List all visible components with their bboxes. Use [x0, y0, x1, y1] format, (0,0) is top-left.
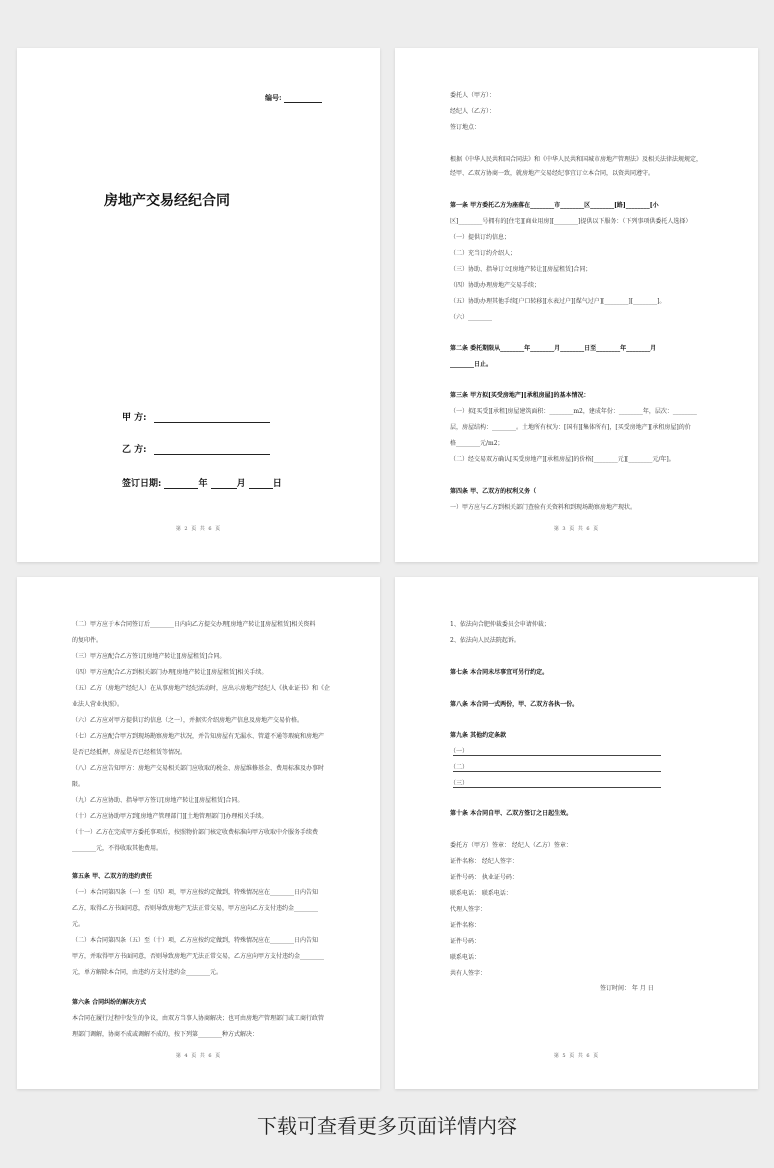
text-line: 共有人签字： — [450, 970, 487, 977]
document-page-3 — [17, 577, 380, 1089]
year-blank — [164, 479, 198, 489]
text-line: （七）乙方应配合甲方到现场勘察房地产状况，并告知房屋有无漏水、管道不通等瑕疵和房地产 — [72, 733, 325, 740]
text-line: 限。 — [72, 781, 85, 788]
text-line: （六）________ — [450, 314, 493, 321]
text-line: 1、依法向合肥仲裁委员会申请仲裁； — [450, 621, 550, 628]
page-footer: 第 5 页 共 6 页 — [553, 1053, 600, 1059]
clause-heading: 第六条 合同纠纷的解决方式 — [72, 999, 147, 1006]
download-caption: 下载可查看更多页面详情内容 — [257, 1114, 517, 1138]
text-line: 元。 — [72, 921, 85, 928]
text-line: 经甲、乙双方协商一致，就房地产交易经纪事宜订立本合同，以资共同遵守。 — [450, 170, 655, 177]
text-line: （四）甲方应配合乙方到相关部门办理[房地产转让][房屋租赁]相关手续。 — [72, 669, 268, 676]
text-line: 签订地点： — [450, 124, 481, 131]
text-line: 甲方，并取得甲方书面同意，否则导致房地产无法正常交易，乙方应向甲方支付违约金________ — [72, 953, 325, 960]
day-blank — [249, 479, 273, 489]
text-line: 根据《中华人民共和国合同法》和《中华人民共和国城市房地产管理法》及相关法律法规规定， — [450, 156, 703, 163]
text-line: （三）协助、指导订立[房地产转让][房屋租赁]合同； — [450, 266, 592, 273]
document-page-2 — [395, 48, 758, 562]
sign-date-label: 签订日期: — [122, 479, 162, 489]
sign-time-line: 签订时间： 年 月 日 — [600, 985, 654, 992]
text-line: （十）乙方应协助甲方到[房地产管理部门][土地管理部门]办理相关手续。 — [72, 813, 268, 820]
document-page-4 — [395, 577, 758, 1089]
text-line: （九）乙方应协助、指导甲方签订[房地产转让][房屋租赁]合同。 — [72, 797, 244, 804]
blank-line — [453, 755, 661, 756]
month-blank — [211, 479, 237, 489]
clause-heading: 第三条 甲方拟[买受房地产][承租房屋]的基本情况： — [450, 392, 590, 399]
party-a-label: 甲 方: — [122, 413, 147, 423]
contract-number-field — [265, 93, 322, 103]
text-line: （三）甲方应配合乙方签订[房地产转让][房屋租赁]合同。 — [72, 653, 226, 660]
text-line: 区]________号拥有的[住宅][商业用房][________]提供以下服务：（下列事项供委托人选择） — [450, 218, 692, 225]
text-line: 元，单方解除本合同，由违约方支付违约金________元。 — [72, 969, 223, 976]
text-line: （三） — [450, 780, 469, 787]
text-line: （十一）乙方在完成甲方委托事项后，按照物价部门核定收费标准向甲方收取中介服务手续费 — [72, 829, 319, 836]
text-line: ________元，不得收取其他费用。 — [72, 845, 163, 852]
text-line: 2、依法向人民法院起诉。 — [450, 637, 520, 644]
text-line: 是否已经抵押，房屋是否已经租赁等情况。 — [72, 749, 187, 756]
page-footer: 第 4 页 共 6 页 — [175, 1053, 222, 1059]
text-line: 代理人签字： — [450, 906, 487, 913]
document-page-cover — [17, 48, 380, 562]
clause-heading: ________日止。 — [450, 361, 493, 368]
text-line: （一）拟[买受][承租]房屋建筑面积：________m2，建成年份：________年，层次：________ — [450, 408, 697, 415]
text-line: （四）协助办理房地产交易手续； — [450, 282, 541, 289]
contract-number-blank — [284, 95, 322, 103]
party-a-field — [122, 410, 270, 423]
year-label: 年 — [198, 479, 208, 489]
text-line: （二）本合同第四条（五）至（十）项，乙方应按约定做到，特殊情况应在________日内告知 — [72, 937, 319, 944]
text-line: （二）经交易双方确认[买受房地产][承租房屋]的价格[________元][________元/年]。 — [450, 456, 675, 463]
text-line: （五）协助办理其他手续[户口转移][水表过户][煤气过户][________][________]。 — [450, 298, 666, 305]
day-label: 日 — [272, 479, 282, 489]
text-line: （二） — [450, 764, 469, 771]
text-line: 证件名称： 经纪人签字： — [450, 858, 518, 865]
text-line: 业法人营业执照》。 — [72, 701, 124, 708]
page-footer: 第 2 页 共 6 页 — [175, 526, 222, 532]
blank-line — [453, 771, 661, 772]
document-title: 房地产交易经纪合同 — [104, 193, 230, 209]
clause-heading: 第九条 其他约定条款 — [450, 732, 507, 739]
clause-heading: 第八条 本合同一式两份，甲、乙双方各执一份。 — [450, 701, 579, 708]
clause-heading: 第五条 甲、乙双方的违约责任 — [72, 873, 153, 880]
text-line: 理部门调解，协商不成或调解不成的，按下列第________种方式解决： — [72, 1031, 259, 1038]
text-line: （五）乙方（房地产经纪人）在从事房地产经纪活动时，应出示房地产经纪人《执业证书》和《企 — [72, 685, 331, 692]
text-line: 乙方，取得乙方书面同意，否则导致房地产无法正常交易，甲方应向乙方支付违约金________ — [72, 905, 319, 912]
text-line: 联系电话： — [450, 954, 481, 961]
clause-heading: 第七条 本合同未尽事宜可另行约定。 — [450, 669, 549, 676]
month-label: 月 — [236, 479, 246, 489]
text-line: 的复印件。 — [72, 637, 103, 644]
text-line: 一）甲方应与乙方到相关部门查验有关资料和到现场勘察房地产现状。 — [450, 504, 637, 511]
clause-heading: 第二条 委托期限从________年________月________日至________年________月 — [450, 345, 657, 352]
text-line: （一）本合同第四条（一）至（四）项，甲方应按约定做到，特殊情况应在________日内告知 — [72, 889, 319, 896]
party-b-field — [122, 442, 270, 455]
party-b-blank — [154, 445, 270, 455]
text-line: 证件号码： — [450, 938, 481, 945]
party-b-label: 乙 方: — [122, 445, 147, 455]
text-line: 格________元/m2； — [450, 440, 504, 447]
text-line: 层，房屋结构：________。土地所有权为：[国有][集体所有]，[买受房地产][承租房屋]的价 — [450, 424, 691, 431]
blank-line — [453, 787, 661, 788]
text-line: 经纪人（乙方）： — [450, 108, 496, 115]
contract-number-label: 编号: — [265, 93, 282, 102]
clause-heading: 第一条 甲方委托乙方为座落在________市________区________[路]________[小 — [450, 202, 659, 209]
text-line: （八）乙方应告知甲方：房地产交易相关部门应收取的税金、房屋维修基金、费用标准及办事时 — [72, 765, 325, 772]
text-line: （一）提供订约信息； — [450, 234, 511, 241]
text-line: 联系电话： 联系电话： — [450, 890, 512, 897]
text-line: （二）充当订约介绍人； — [450, 250, 517, 257]
sign-date-field — [122, 476, 282, 489]
clause-heading: 第四条 甲、乙双方的权利义务（ — [450, 488, 537, 495]
text-line: （六）乙方应对甲方提供订约信息（之一），并据实介绍房地产信息及房地产交易价格。 — [72, 717, 304, 724]
text-line: （一） — [450, 748, 469, 755]
text-line: 证件号码： 执业证号码： — [450, 874, 518, 881]
text-line: 委托方（甲方）签章： 经纪人（乙方）签章： — [450, 842, 572, 849]
text-line: （二）甲方应于本合同签订后________日内向乙方提交办理[房地产转让][房屋租赁]相关资料 — [72, 621, 316, 628]
text-line: 本合同在履行过程中发生的争议，由双方当事人协商解决；也可由房地产管理部门或工商行政管 — [72, 1015, 325, 1022]
text-line: 委托人（甲方）： — [450, 92, 496, 99]
party-a-blank — [154, 413, 270, 423]
page-footer: 第 3 页 共 6 页 — [553, 526, 600, 532]
text-line: 证件名称： — [450, 922, 481, 929]
clause-heading: 第十条 本合同自甲、乙双方签订之日起生效。 — [450, 810, 573, 817]
